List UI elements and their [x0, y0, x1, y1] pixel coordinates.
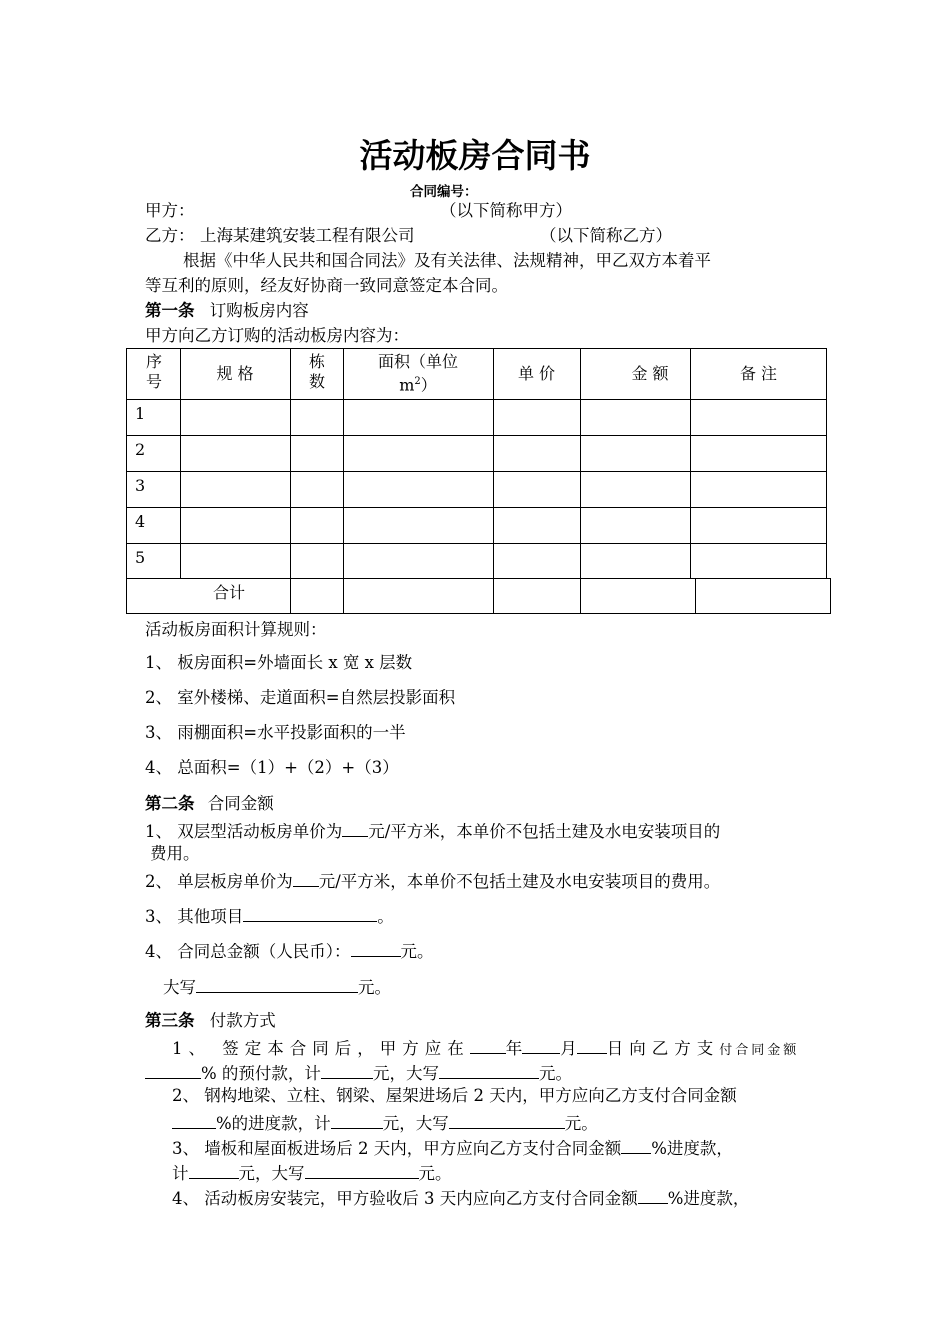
intro-line-2: 等互利的原则，经友好协商一致同意签定本合同。 — [145, 276, 508, 295]
payment-2-text-b: %的进度款，计 — [216, 1114, 331, 1133]
article-2-capital — [163, 977, 391, 997]
header-count-line2: 数 — [308, 372, 325, 391]
item-2-text-a: 2、 单层板房单价为 — [145, 872, 293, 891]
capital-text-a: 大写 — [163, 978, 196, 997]
prepay-amount-blank[interactable] — [321, 1063, 373, 1079]
header-area-unit: m — [399, 375, 415, 395]
header-count-line1: 栋 — [308, 352, 325, 371]
article-2-item-3 — [145, 906, 394, 926]
item-1-text-a: 1、 双层型活动板房单价为 — [145, 822, 343, 841]
article-1-number: 第一条 — [145, 301, 195, 320]
area-rules-lead: 活动板房面积计算规则： — [145, 620, 327, 639]
item-4-text-a: 4、 合同总金额（人民币）： — [145, 942, 351, 961]
prepay-capital-blank[interactable] — [439, 1063, 539, 1079]
single-unit-price-blank[interactable] — [293, 871, 319, 887]
table-row-number: 2 — [135, 440, 146, 459]
progress-1-capital-blank[interactable] — [449, 1113, 565, 1129]
item-1-text-b: 元/平方米，本单价不包括土建及水电安装项目的 — [368, 822, 721, 841]
header-seq-line1: 序 — [145, 352, 162, 371]
area-rule-item: 4、 总面积=（1）+（2）+（3） — [145, 758, 399, 777]
total-amount-blank[interactable] — [351, 941, 401, 957]
contract-number-label: 合同编号： — [410, 184, 478, 200]
document-title: 活动板房合同书 — [359, 136, 591, 175]
item-4-text-b: 元。 — [400, 942, 434, 961]
payment-1-tail: 付合同金额 — [719, 1043, 800, 1058]
header-unit-price: 单 价 — [517, 364, 556, 383]
area-rule-item: 3、 雨棚面积=水平投影面积的一半 — [145, 723, 406, 742]
party-b-note: （以下简称乙方） — [540, 226, 672, 245]
article-1-lead: 甲方向乙方订购的活动板房内容为： — [145, 326, 409, 345]
payment-3-text-b: %进度款， — [651, 1139, 733, 1158]
header-area-sup: 2 — [414, 376, 421, 387]
header-seq-line2: 号 — [145, 372, 162, 391]
area-rule-item: 1、 板房面积=外墙面长 x 宽 x 层数 — [145, 653, 413, 672]
payment-1-year: 年 — [505, 1039, 523, 1058]
progress-3-percent-blank[interactable] — [638, 1188, 668, 1204]
payment-3 — [172, 1138, 733, 1158]
article-2-item-4 — [145, 941, 434, 961]
payment-4-text-b: %进度款， — [667, 1189, 750, 1208]
progress-1-percent-blank[interactable] — [172, 1113, 216, 1129]
progress-1-amount-blank[interactable] — [331, 1113, 383, 1129]
payment-1-day: 日向乙方支 — [606, 1039, 720, 1058]
intro-line-1: 根据《中华人民共和国合同法》及有关法律、法规精神，甲乙双方本着平 — [183, 251, 711, 270]
payment-1-cont — [145, 1063, 572, 1083]
unit-price-blank[interactable] — [342, 821, 368, 837]
party-b-label: 乙方： — [145, 226, 195, 245]
table-row-number: 3 — [135, 476, 146, 495]
item-2-text-b: 元/平方米，本单价不包括土建及水电安装项目的费用。 — [318, 872, 721, 891]
payment-1-text-b: % 的预付款，计 — [201, 1064, 321, 1083]
payment-2-cont — [172, 1113, 598, 1133]
progress-2-amount-blank[interactable] — [189, 1163, 239, 1179]
article-2-item-1-cont: 费用。 — [150, 844, 200, 863]
year-blank[interactable] — [470, 1038, 506, 1054]
table-total-label: 合计 — [213, 583, 246, 602]
month-blank[interactable] — [522, 1038, 560, 1054]
payment-3-cont — [172, 1163, 452, 1183]
capital-amount-blank[interactable] — [196, 977, 358, 993]
header-remark: 备 注 — [739, 364, 778, 383]
payment-4 — [172, 1188, 749, 1208]
progress-2-percent-blank[interactable] — [621, 1138, 651, 1154]
payment-3-text-a: 3、 墙板和屋面板进场后 2 天内，甲方应向乙方支付合同金额 — [172, 1139, 622, 1158]
header-seq — [136, 352, 172, 392]
payment-2-text-d: 元。 — [564, 1114, 598, 1133]
payment-1-text-d: 元。 — [538, 1064, 572, 1083]
party-a-note: （以下简称甲方） — [440, 201, 572, 220]
payment-3-text-e: 元。 — [418, 1164, 452, 1183]
day-blank[interactable] — [577, 1038, 607, 1054]
area-rule-item: 2、 室外楼梯、走道面积=自然层投影面积 — [145, 688, 456, 707]
item-3-text-a: 3、 其他项目 — [145, 907, 244, 926]
article-2-item-1 — [145, 821, 720, 841]
article-2-number: 第二条 — [145, 794, 195, 813]
table-row-number: 5 — [135, 548, 146, 567]
item-3-text-b: 。 — [377, 907, 394, 926]
payment-1-text-c: 元，大写 — [372, 1064, 439, 1083]
party-b-name: 上海某建筑安装工程有限公司 — [200, 226, 415, 245]
article-3-title: 付款方式 — [209, 1011, 276, 1030]
article-2-title: 合同金额 — [207, 794, 274, 813]
other-items-blank[interactable] — [243, 906, 377, 922]
article-3-heading — [145, 1013, 276, 1030]
payment-4-text-a: 4、 活动板房安装完，甲方验收后 3 天内应向乙方支付合同金额 — [172, 1189, 638, 1208]
payment-1-month: 月 — [560, 1039, 577, 1058]
header-area — [343, 352, 493, 395]
prepay-percent-blank[interactable] — [145, 1063, 201, 1079]
header-area-line1: 面积（单位 — [377, 352, 458, 371]
article-3-number: 第三条 — [145, 1011, 195, 1030]
header-area-close: ） — [420, 375, 437, 395]
payment-1-text-a: 1、 签定本合同后，甲方应在 — [172, 1039, 470, 1058]
payment-2: 2、 钢构地梁、立柱、钢梁、屋架进场后 2 天内，甲方应向乙方支付合同金额 — [172, 1086, 737, 1105]
article-2-item-2 — [145, 871, 720, 891]
table-row-number: 4 — [135, 512, 146, 531]
table-row-number: 1 — [135, 404, 146, 423]
payment-3-text-c: 计 — [172, 1164, 189, 1183]
progress-2-capital-blank[interactable] — [305, 1163, 419, 1179]
header-amount: 金 额 — [631, 364, 669, 383]
header-count — [299, 352, 335, 392]
payment-2-text-c: 元，大写 — [382, 1114, 449, 1133]
article-1-title: 订购板房内容 — [209, 301, 309, 320]
capital-text-b: 元。 — [358, 978, 391, 997]
payment-1 — [172, 1038, 799, 1058]
payment-3-text-d: 元，大写 — [238, 1164, 305, 1183]
header-spec: 规 格 — [216, 364, 254, 383]
party-a-label: 甲方： — [145, 201, 195, 220]
header-area-line2 — [343, 372, 493, 395]
article-2-heading — [145, 796, 274, 813]
